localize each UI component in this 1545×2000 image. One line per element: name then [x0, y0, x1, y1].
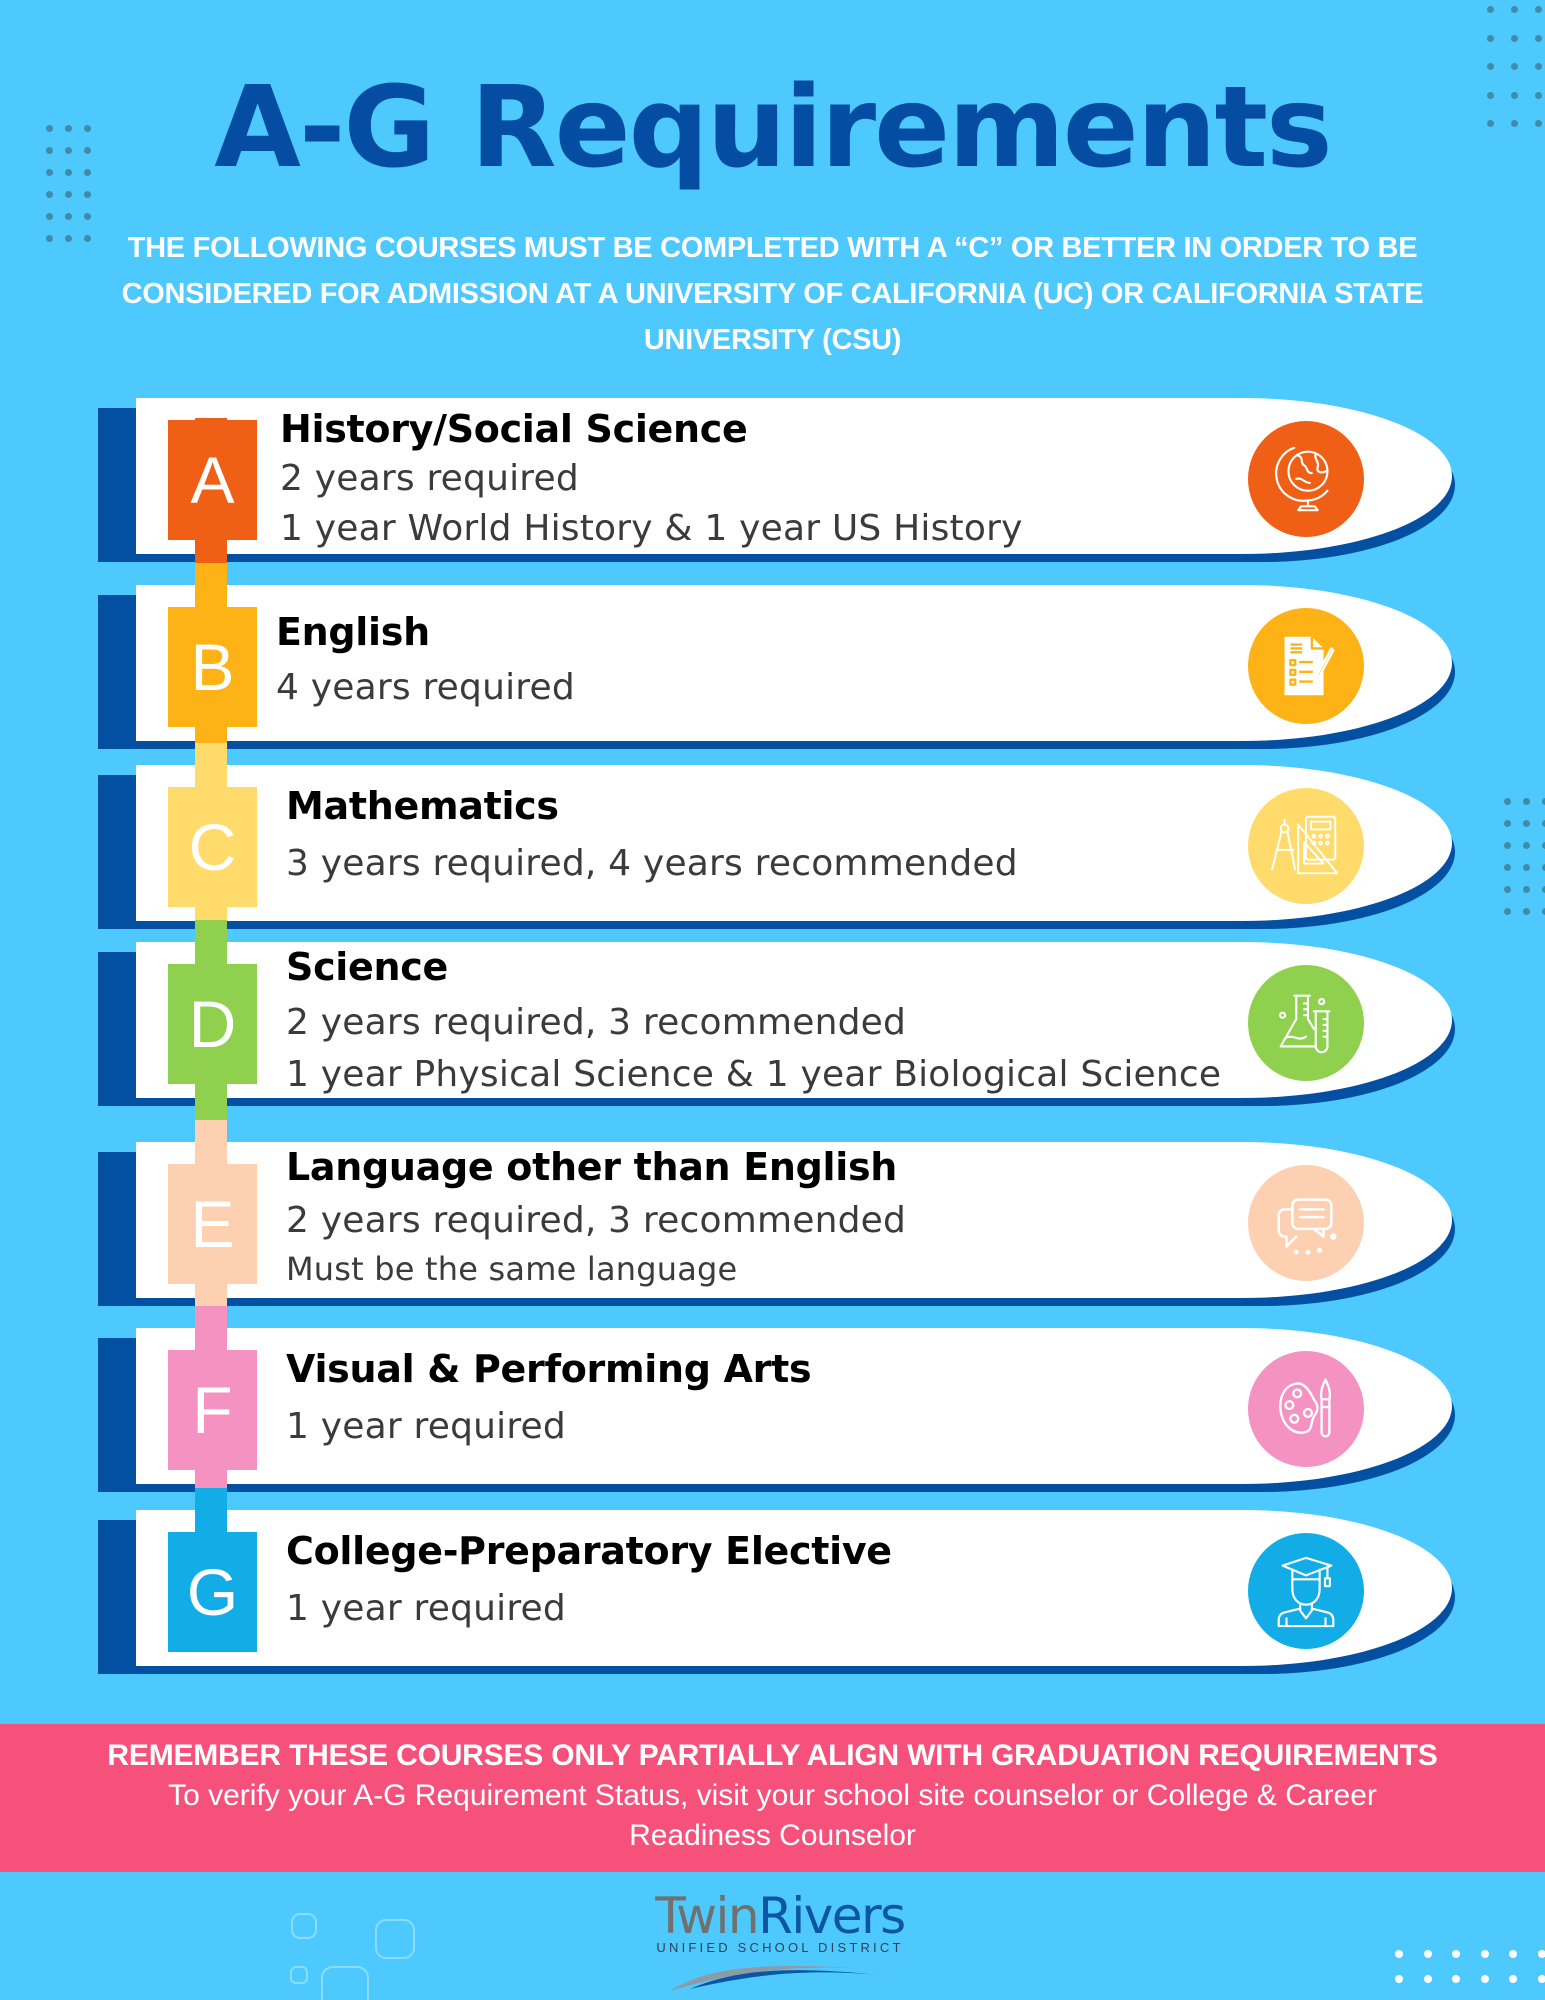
- banner-body: To verify your A-G Requirement Status, visit your school site counselor or College & Career Readiness Counselor: [168, 1779, 1377, 1852]
- requirement-row-a: [98, 398, 1458, 566]
- requirement-subject: Language other than English: [286, 1145, 898, 1189]
- reminder-banner: [0, 1724, 1545, 1872]
- requirement-detail: 2 years required: [280, 458, 579, 499]
- globe-icon: [1248, 421, 1364, 537]
- logo-wordmark: TwinRivers: [655, 1887, 905, 1945]
- requirement-row-b: [98, 585, 1458, 753]
- river-waves-icon: [650, 1955, 910, 1995]
- letter-badge: D: [168, 964, 257, 1084]
- lab-flask-icon: [1248, 965, 1364, 1081]
- requirement-detail: 1 year World History & 1 year US History: [280, 508, 1023, 549]
- requirement-subject: History/Social Science: [280, 407, 748, 451]
- requirement-row-g: [98, 1510, 1458, 1678]
- decorative-dot-grid: [1395, 1950, 1545, 2000]
- requirement-detail: Must be the same language: [286, 1250, 738, 1288]
- decorative-dot-grid: [1504, 798, 1545, 930]
- requirement-row-c: [98, 765, 1458, 933]
- letter-badge: B: [168, 607, 257, 727]
- requirement-row-e: [98, 1142, 1458, 1310]
- requirement-detail: 2 years required, 3 recommended: [286, 1200, 907, 1241]
- logo-subtitle: UNIFIED SCHOOL DISTRICT: [656, 1940, 904, 1955]
- requirement-detail: 3 years required, 4 years recommended: [286, 843, 1018, 884]
- letter-badge: G: [168, 1532, 257, 1652]
- page-subtitle: THE FOLLOWING COURSES MUST BE COMPLETED WITH A “C” OR BETTER IN ORDER TO BE CONSIDERED FOR ADMISSION AT A UNIVERSITY OF CALIFORNIA (UC) OR CALIFORNIA STATE UNIVERSITY (CSU): [121, 232, 1424, 356]
- requirement-row-d: [98, 942, 1458, 1110]
- requirement-row-f: [98, 1328, 1458, 1496]
- requirement-subject: English: [276, 610, 430, 654]
- math-tools-icon: [1248, 788, 1364, 904]
- requirement-subject: College-Preparatory Elective: [286, 1529, 892, 1573]
- requirement-subject: Mathematics: [286, 784, 559, 828]
- requirement-detail: 1 year required: [286, 1588, 566, 1629]
- letter-badge: A: [168, 420, 257, 540]
- banner-headline: REMEMBER THESE COURSES ONLY PARTIALLY ALIGN WITH GRADUATION REQUIREMENTS: [107, 1739, 1438, 1772]
- document-checklist-icon: [1248, 608, 1364, 724]
- page-title: A-G Requirements: [214, 63, 1331, 193]
- requirement-detail: 1 year required: [286, 1406, 566, 1447]
- speech-bubbles-icon: [1248, 1165, 1364, 1281]
- requirement-detail: 1 year Physical Science & 1 year Biological Science: [286, 1054, 1222, 1095]
- requirement-subject: Science: [286, 945, 448, 989]
- letter-badge: E: [168, 1164, 257, 1284]
- letter-badge: C: [168, 787, 257, 907]
- twin-rivers-logo: [640, 1887, 920, 2000]
- palette-brush-icon: [1248, 1351, 1364, 1467]
- graduate-icon: [1248, 1533, 1364, 1649]
- requirement-subject: Visual & Performing Arts: [286, 1347, 812, 1391]
- requirement-detail: 2 years required, 3 recommended: [286, 1002, 907, 1043]
- letter-badge: F: [168, 1350, 257, 1470]
- requirement-detail: 4 years required: [276, 667, 575, 708]
